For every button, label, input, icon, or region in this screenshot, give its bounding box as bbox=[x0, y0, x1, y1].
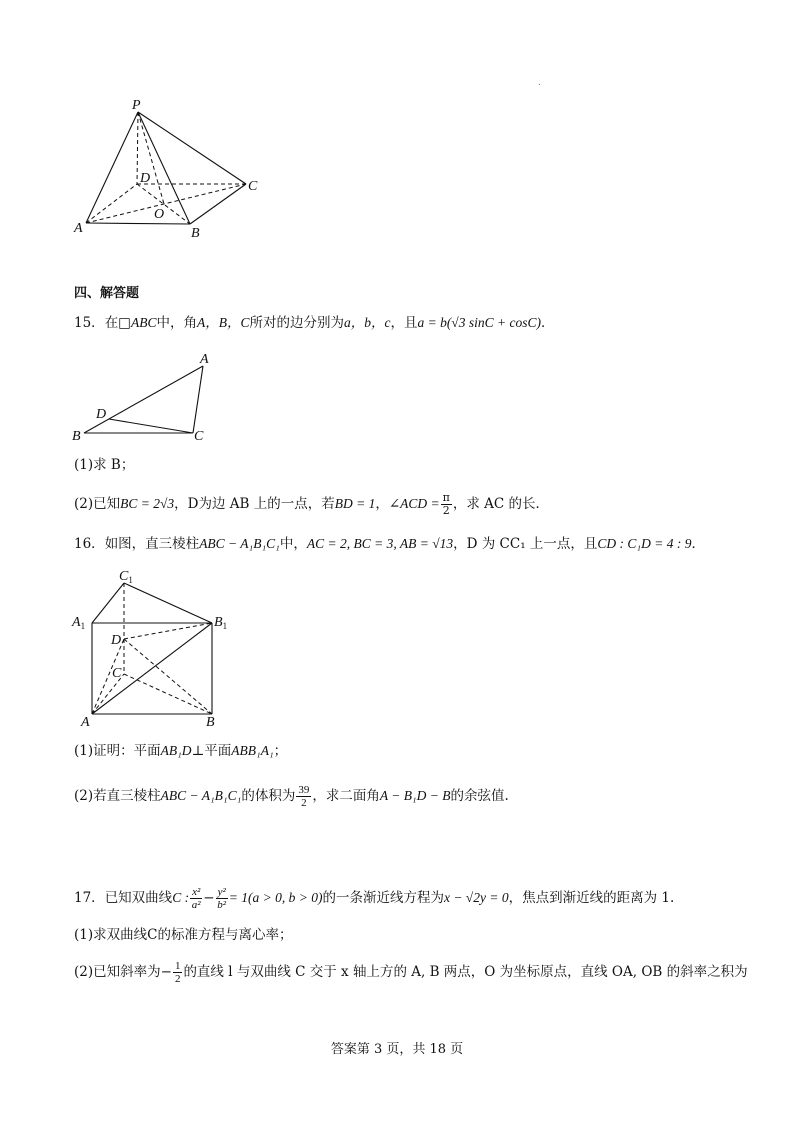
label-A: A bbox=[74, 221, 83, 236]
label-C: C bbox=[194, 429, 204, 444]
q17-part2: (2)已知斜率为− $\frac{1}{2}$ 的直线 l 与双曲线 C 交于 x 轴上方的 A, B 两点，O 为坐标原点，直线 OA, OB 的斜率之积为 bbox=[74, 960, 748, 985]
q15-stem: 15．在□ABC中，角A，B，C所对的边分别为a，b，c，且a = b(√3 sinC + cosC)． bbox=[74, 315, 555, 331]
label-B: B bbox=[206, 715, 215, 730]
label-B: B bbox=[72, 429, 81, 444]
label-C: C bbox=[112, 666, 122, 681]
dot-mark: . bbox=[538, 78, 541, 88]
x2-over-a2: $\frac{\text{x²}}{\text{a²}}$ bbox=[191, 886, 201, 911]
label-D: D bbox=[96, 407, 107, 422]
label-A: A bbox=[81, 715, 90, 730]
slope-fraction: $\frac{1}{2}$ bbox=[174, 960, 181, 985]
triangle-figure bbox=[68, 348, 218, 448]
pyramid-figure bbox=[70, 95, 270, 245]
label-P: P bbox=[132, 98, 141, 113]
label-C: C bbox=[248, 179, 258, 194]
q16-part1: (1)证明：平面AB₁D⊥平面ABB₁A₁； bbox=[74, 743, 288, 759]
label-A1: $A_1$ bbox=[72, 615, 86, 631]
section-title: 四、解答题 bbox=[74, 286, 140, 301]
q16-stem: 16．如图，直三棱柱ABC − A₁B₁C₁中，AC = 2, BC = 3, AB = √13，D 为 CC₁ 上一点，且CD : C₁D = 4 : 9． bbox=[74, 536, 705, 552]
q15-formula: a = b(√3 sinC + cosC) bbox=[417, 315, 541, 330]
q15-part2: (2)已知BC = 2√3，D为边 AB 上的一点，若BD = 1，∠ACD = $\frac{\pi}{2}$ ，求 AC 的长． bbox=[74, 491, 550, 517]
volume-fraction: $\frac{39}{2}$ bbox=[298, 784, 310, 809]
page-footer: 答案第 3 页，共 18 页 bbox=[330, 1042, 464, 1057]
label-A: A bbox=[200, 352, 209, 367]
prism-figure bbox=[70, 563, 240, 733]
label-C1: $C_1$ bbox=[119, 569, 133, 585]
q15-part1: (1)求 B； bbox=[74, 457, 135, 473]
label-D: D bbox=[140, 171, 151, 186]
label-D: D bbox=[111, 633, 122, 648]
q17-part1: (1)求双曲线C的标准方程与离心率； bbox=[74, 927, 293, 943]
label-B1: $B_1$ bbox=[214, 615, 228, 631]
q16-part2: (2)若直三棱柱ABC − A₁B₁C₁的体积为 $\frac{39}{2}$ ，求二面角A − B₁D − B的余弦值. bbox=[74, 784, 509, 809]
q17-stem: 17．已知双曲线C : $\frac{\text{x²}}{\text{a²}}$ − $\frac{\text{y²}}{\text{b²}}$ = 1(a > 0, b > 0)的一条渐近线方程为x − √2y = 0，焦点到渐近线的距离为 1. bbox=[74, 886, 675, 911]
label-B: B bbox=[191, 226, 200, 241]
y2-over-b2: $\frac{\text{y²}}{\text{b²}}$ bbox=[217, 886, 227, 911]
pi-over-2: $\frac{\pi}{2}$ bbox=[442, 491, 450, 517]
label-O: O bbox=[154, 207, 165, 222]
